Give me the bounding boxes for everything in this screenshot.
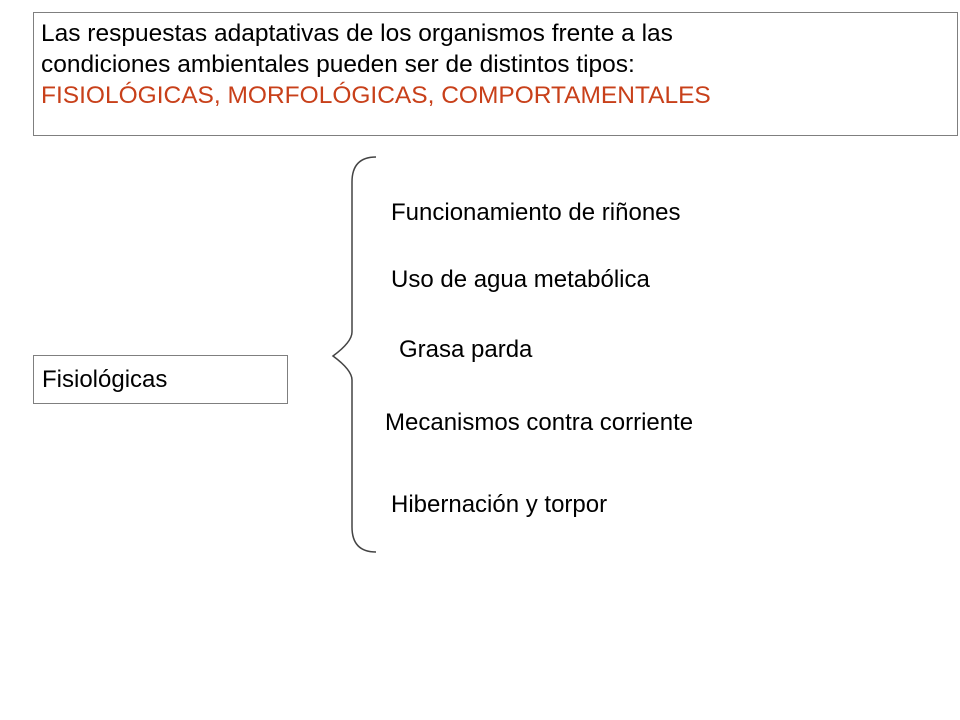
item-grasa-parda: Grasa parda [399,336,533,363]
item-hibernacion-torpor: Hibernación y torpor [391,491,608,518]
item-funcionamiento-rinones: Funcionamiento de riñones [391,199,681,226]
intro-line-2: condiciones ambientales pueden ser de distintos tipos: [41,51,635,78]
intro-line-1: Las respuestas adaptativas de los organismos frente a las [41,20,673,47]
brace-path [333,157,376,552]
category-label: Fisiológicas [42,366,168,393]
intro-line-types: FISIOLÓGICAS, MORFOLÓGICAS, COMPORTAMENTALES [41,82,711,109]
item-agua-metabolica: Uso de agua metabólica [391,266,650,293]
item-contra-corriente: Mecanismos contra corriente [385,409,694,436]
